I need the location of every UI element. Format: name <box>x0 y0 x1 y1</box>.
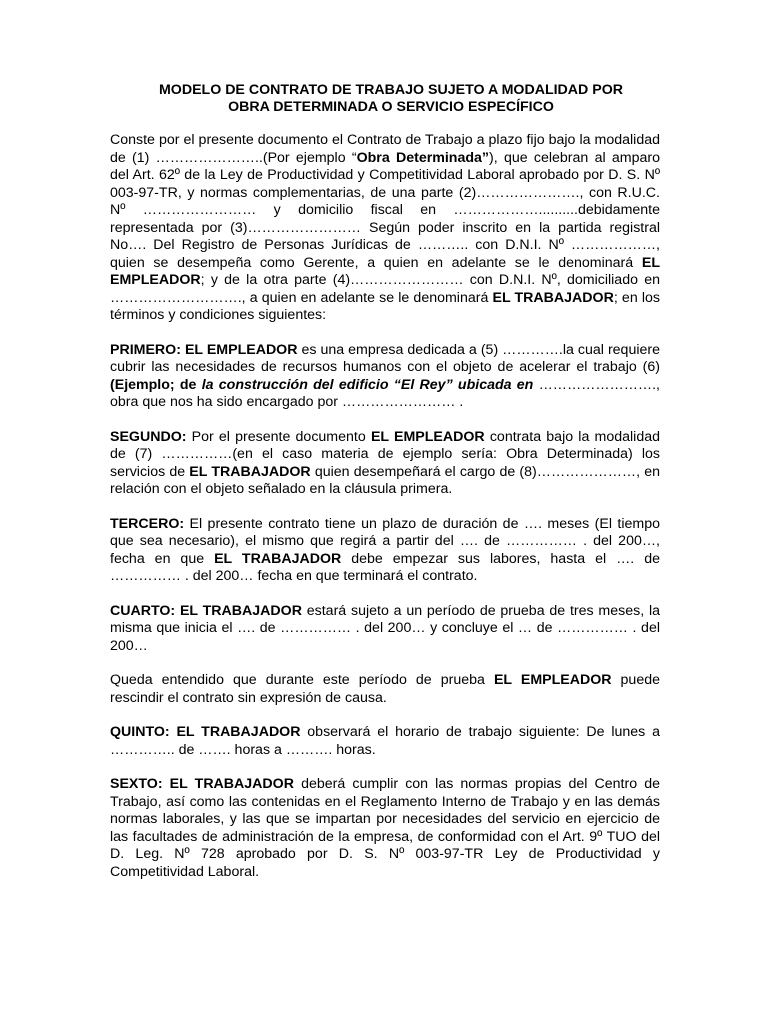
clause-quinto <box>110 724 660 759</box>
cuarto-heading: CUARTO: EL TRABAJADOR <box>110 602 302 619</box>
primero-heading: PRIMERO: EL EMPLEADOR <box>110 341 298 358</box>
queda-text-1: Queda entendido que durante este período de prueba <box>110 672 494 688</box>
queda-bold-1: EL EMPLEADOR <box>493 672 612 688</box>
tercero-bold-2: EL TRABAJADOR <box>214 550 342 567</box>
primero-text-1: es una empresa dedicada a (5) ………….la cual requiere cubrir las necesidades de recursos humanos con el objeto de acelerar el trabajo (6) <box>110 341 660 375</box>
clause-primero <box>110 342 660 412</box>
queda-text-2: puede rescindir el contrato sin expresión de causa. <box>110 672 660 706</box>
intro-text-4: ; en los términos y condiciones siguientes: <box>110 289 660 323</box>
intro-bold-2: EL EMPLEADOR <box>110 254 660 288</box>
clause-tercero <box>110 516 660 586</box>
tercero-text-1: El presente contrato tiene un plazo de duración de …. meses (El tiempo que sea necesario), el mismo que regirá a partir del …. de …………… . del 200…, fecha en que <box>110 515 660 567</box>
clause-sexto <box>110 776 660 881</box>
intro-text-2: ), que celebran al amparo del Art. 62º de la Ley de Productividad y Competitividad Laboral aprobado por D. S. Nº 003-97-TR, y normas complementarias, de una parte (2)…………………., con R.U.C. Nº …………………… y domicilio fiscal en ………………..........debidamente representada por (3)…………………… Según poder inscrito en la partida registral No…. Del Registro de Personas Jurídicas de ……….. con D.N.I. Nº ………………, quien se desempeña como Gerente, a quien en adelante se le denominará <box>110 149 660 271</box>
primero-bold-2: (Ejemplo; de <box>110 376 202 393</box>
intro-text-1: Conste por el presente documento el Contrato de Trabajo a plazo fijo bajo la modalidad de (1) …………………..(Por ejemplo “ <box>110 132 660 166</box>
segundo-text-1: Por el presente documento <box>186 428 371 445</box>
paragraph-queda-entendido <box>110 672 660 707</box>
intro-bold-1: Obra Determinada” <box>356 149 490 166</box>
cuarto-text-1: estará sujeto a un período de prueba de tres meses, la misma que inicia el …. de …………… . del 200… y concluye el … de …………… . del 200… <box>110 602 660 654</box>
sexto-heading: SEXTO: EL TRABAJADOR <box>110 776 294 792</box>
segundo-text-3: quien desempeñará el cargo de (8)…………………, en relación con el objeto señalado en la cláusula primera. <box>110 463 660 497</box>
clause-cuarto <box>110 603 660 656</box>
document-title <box>110 82 660 116</box>
clause-segundo <box>110 429 660 499</box>
segundo-heading: SEGUNDO: <box>110 428 187 445</box>
intro-paragraph <box>110 132 660 325</box>
title-line-1: MODELO DE CONTRATO DE TRABAJO SUJETO A MODALIDAD POR <box>158 82 623 98</box>
sexto-text-1: deberá cumplir con las normas propias del Centro de Trabajo, así como las contenidas en el Reglamento Interno de Trabajo y en las demás normas laborales, y las que se impartan por necesidades del servicio en ejercicio de las facultades de administración de la empresa, de conformidad con el Art. 9º TUO del D. Leg. Nº 728 aprobado por D. S. Nº 003-97-TR Ley de Productividad y Competitividad Laboral. <box>110 776 660 880</box>
intro-bold-3: EL TRABAJADOR <box>492 289 614 306</box>
intro-text-3: ; y de la otra parte (4)…………………… con D.N.I. Nº, domiciliado en ………………………., a quien en adelante se le denominará <box>110 272 660 306</box>
segundo-bold-2: EL EMPLEADOR <box>370 428 485 445</box>
quinto-text-1: observará el horario de trabajo siguiente: De lunes a ………….. de ……. horas a ………. horas. <box>110 724 660 758</box>
quinto-heading: QUINTO: EL TRABAJADOR <box>110 724 301 740</box>
tercero-text-2: debe empezar sus labores, hasta el …. de …………… . del 200… fecha en que terminará el contrato. <box>110 550 660 584</box>
title-line-2: OBRA DETERMINADA O SERVICIO ESPECÍFICO <box>228 99 554 115</box>
tercero-heading: TERCERO: <box>110 515 185 532</box>
segundo-text-2: contrata bajo la modalidad de (7) ……………(en el caso materia de ejemplo sería: Obra Determinada) los servicios de <box>110 428 660 480</box>
segundo-bold-3: EL TRABAJADOR <box>189 463 311 480</box>
primero-text-2: ……………………., obra que nos ha sido encargado por …………………… . <box>110 376 660 410</box>
primero-bold-italic: la construcción del edificio “El Rey” ubicada en <box>201 376 534 393</box>
